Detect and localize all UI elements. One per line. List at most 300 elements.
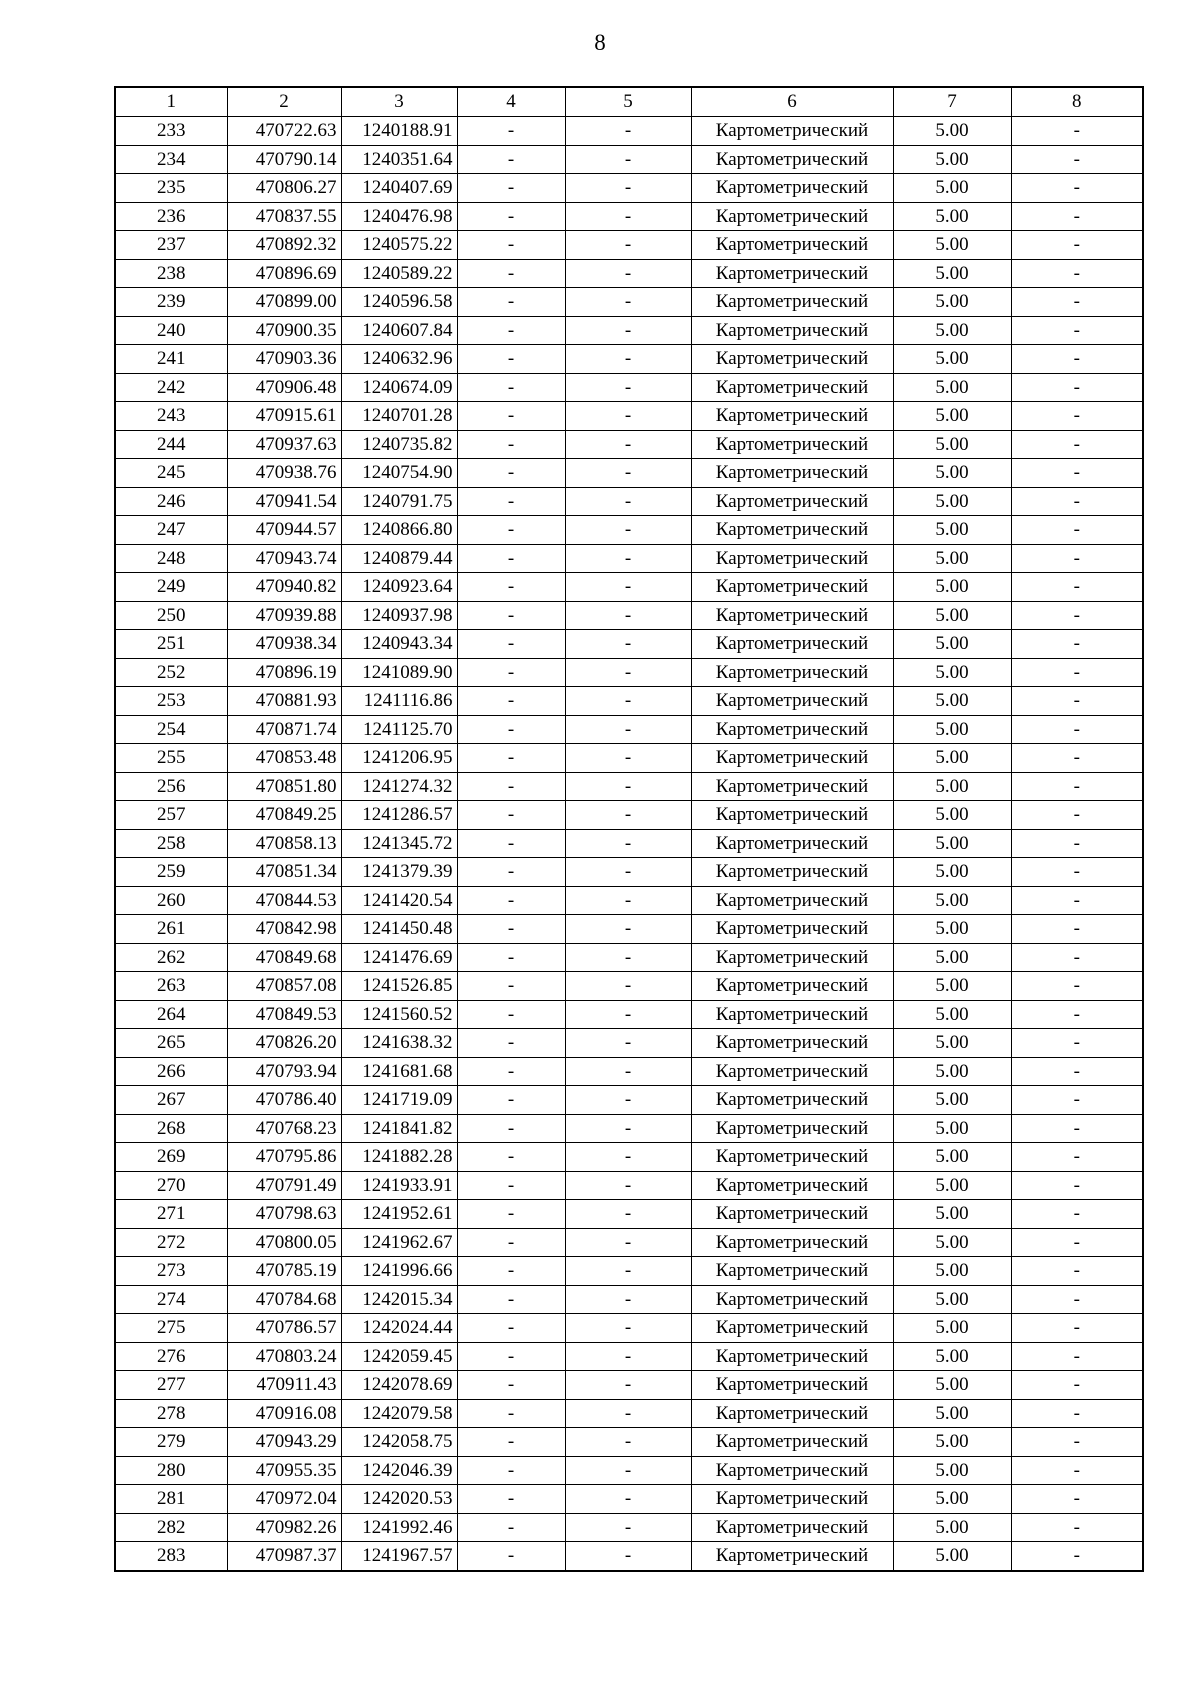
- column-5-cell: -: [565, 1371, 691, 1400]
- y-coordinate-cell: 1240575.22: [341, 231, 457, 260]
- point-number-cell: 282: [115, 1513, 227, 1542]
- precision-cell: 5.00: [893, 487, 1011, 516]
- column-5-cell: -: [565, 630, 691, 659]
- column-4-cell: -: [457, 117, 565, 146]
- x-coordinate-cell: 470798.63: [227, 1200, 341, 1229]
- column-5-cell: -: [565, 1200, 691, 1229]
- y-coordinate-cell: 1240589.22: [341, 259, 457, 288]
- table-row: [115, 687, 1143, 716]
- column-4-cell: -: [457, 1143, 565, 1172]
- precision-cell: 5.00: [893, 1314, 1011, 1343]
- column-4-cell: -: [457, 1200, 565, 1229]
- table-row: [115, 316, 1143, 345]
- column-5-cell: -: [565, 1314, 691, 1343]
- method-cell: Картометрический: [691, 202, 893, 231]
- method-cell: Картометрический: [691, 1029, 893, 1058]
- column-8-cell: -: [1011, 886, 1143, 915]
- y-coordinate-cell: 1241089.90: [341, 658, 457, 687]
- point-number-cell: 258: [115, 829, 227, 858]
- method-cell: Картометрический: [691, 487, 893, 516]
- y-coordinate-cell: 1241450.48: [341, 915, 457, 944]
- table-row: [115, 516, 1143, 545]
- y-coordinate-cell: 1242059.45: [341, 1342, 457, 1371]
- method-cell: Картометрический: [691, 145, 893, 174]
- point-number-cell: 264: [115, 1000, 227, 1029]
- table-row: [115, 544, 1143, 573]
- table-header: [115, 87, 1143, 117]
- precision-cell: 5.00: [893, 1171, 1011, 1200]
- method-cell: Картометрический: [691, 972, 893, 1001]
- point-number-cell: 255: [115, 744, 227, 773]
- x-coordinate-cell: 470722.63: [227, 117, 341, 146]
- method-cell: Картометрический: [691, 1371, 893, 1400]
- column-8-cell: -: [1011, 772, 1143, 801]
- column-4-cell: -: [457, 316, 565, 345]
- precision-cell: 5.00: [893, 202, 1011, 231]
- y-coordinate-cell: 1242058.75: [341, 1428, 457, 1457]
- column-4-cell: -: [457, 1399, 565, 1428]
- point-number-cell: 268: [115, 1114, 227, 1143]
- y-coordinate-cell: 1241420.54: [341, 886, 457, 915]
- table-row: [115, 1029, 1143, 1058]
- table-row: [115, 772, 1143, 801]
- method-cell: Картометрический: [691, 1342, 893, 1371]
- column-4-cell: -: [457, 601, 565, 630]
- column-5-cell: -: [565, 687, 691, 716]
- column-5-cell: -: [565, 1000, 691, 1029]
- method-cell: Картометрический: [691, 1057, 893, 1086]
- column-4-cell: -: [457, 1456, 565, 1485]
- y-coordinate-cell: 1240754.90: [341, 459, 457, 488]
- column-4-cell: -: [457, 516, 565, 545]
- y-coordinate-cell: 1241719.09: [341, 1086, 457, 1115]
- column-5-cell: -: [565, 1485, 691, 1514]
- column-8-cell: -: [1011, 459, 1143, 488]
- point-number-cell: 261: [115, 915, 227, 944]
- y-coordinate-cell: 1240674.09: [341, 373, 457, 402]
- x-coordinate-cell: 470858.13: [227, 829, 341, 858]
- x-coordinate-cell: 470786.40: [227, 1086, 341, 1115]
- y-coordinate-cell: 1241996.66: [341, 1257, 457, 1286]
- point-number-cell: 245: [115, 459, 227, 488]
- column-5-cell: -: [565, 915, 691, 944]
- x-coordinate-cell: 470857.08: [227, 972, 341, 1001]
- method-cell: Картометрический: [691, 715, 893, 744]
- point-number-cell: 275: [115, 1314, 227, 1343]
- column-header: 3: [341, 87, 457, 117]
- column-4-cell: -: [457, 1086, 565, 1115]
- x-coordinate-cell: 470826.20: [227, 1029, 341, 1058]
- method-cell: Картометрический: [691, 259, 893, 288]
- method-cell: Картометрический: [691, 1000, 893, 1029]
- point-number-cell: 254: [115, 715, 227, 744]
- column-5-cell: -: [565, 1513, 691, 1542]
- column-5-cell: -: [565, 373, 691, 402]
- method-cell: Картометрический: [691, 744, 893, 773]
- column-8-cell: -: [1011, 1485, 1143, 1514]
- point-number-cell: 260: [115, 886, 227, 915]
- y-coordinate-cell: 1240351.64: [341, 145, 457, 174]
- column-4-cell: -: [457, 145, 565, 174]
- method-cell: Картометрический: [691, 601, 893, 630]
- table-row: [115, 801, 1143, 830]
- point-number-cell: 251: [115, 630, 227, 659]
- column-5-cell: -: [565, 288, 691, 317]
- y-coordinate-cell: 1240632.96: [341, 345, 457, 374]
- column-5-cell: -: [565, 858, 691, 887]
- point-number-cell: 279: [115, 1428, 227, 1457]
- table-row: [115, 1228, 1143, 1257]
- point-number-cell: 237: [115, 231, 227, 260]
- precision-cell: 5.00: [893, 516, 1011, 545]
- table-row: [115, 459, 1143, 488]
- x-coordinate-cell: 470916.08: [227, 1399, 341, 1428]
- column-8-cell: -: [1011, 544, 1143, 573]
- y-coordinate-cell: 1242078.69: [341, 1371, 457, 1400]
- point-number-cell: 281: [115, 1485, 227, 1514]
- column-5-cell: -: [565, 487, 691, 516]
- column-5-cell: -: [565, 1228, 691, 1257]
- column-4-cell: -: [457, 1171, 565, 1200]
- table-row: [115, 1114, 1143, 1143]
- y-coordinate-cell: 1242020.53: [341, 1485, 457, 1514]
- x-coordinate-cell: 470795.86: [227, 1143, 341, 1172]
- x-coordinate-cell: 470943.29: [227, 1428, 341, 1457]
- precision-cell: 5.00: [893, 174, 1011, 203]
- method-cell: Картометрический: [691, 1542, 893, 1571]
- column-8-cell: -: [1011, 345, 1143, 374]
- table-row: [115, 345, 1143, 374]
- table-row: [115, 373, 1143, 402]
- column-4-cell: -: [457, 573, 565, 602]
- column-4-cell: -: [457, 402, 565, 431]
- y-coordinate-cell: 1241379.39: [341, 858, 457, 887]
- column-5-cell: -: [565, 316, 691, 345]
- precision-cell: 5.00: [893, 573, 1011, 602]
- column-5-cell: -: [565, 430, 691, 459]
- column-8-cell: -: [1011, 1086, 1143, 1115]
- point-number-cell: 273: [115, 1257, 227, 1286]
- column-8-cell: -: [1011, 858, 1143, 887]
- method-cell: Картометрический: [691, 288, 893, 317]
- column-5-cell: -: [565, 402, 691, 431]
- table-row: [115, 430, 1143, 459]
- precision-cell: 5.00: [893, 1257, 1011, 1286]
- point-number-cell: 269: [115, 1143, 227, 1172]
- column-5-cell: -: [565, 1029, 691, 1058]
- column-8-cell: -: [1011, 1057, 1143, 1086]
- method-cell: Картометрический: [691, 373, 893, 402]
- column-5-cell: -: [565, 1428, 691, 1457]
- column-4-cell: -: [457, 1485, 565, 1514]
- x-coordinate-cell: 470939.88: [227, 601, 341, 630]
- column-8-cell: -: [1011, 1399, 1143, 1428]
- x-coordinate-cell: 470791.49: [227, 1171, 341, 1200]
- column-5-cell: -: [565, 259, 691, 288]
- x-coordinate-cell: 470906.48: [227, 373, 341, 402]
- x-coordinate-cell: 470793.94: [227, 1057, 341, 1086]
- precision-cell: 5.00: [893, 1029, 1011, 1058]
- column-8-cell: -: [1011, 1257, 1143, 1286]
- method-cell: Картометрический: [691, 402, 893, 431]
- method-cell: Картометрический: [691, 858, 893, 887]
- table-row: [115, 174, 1143, 203]
- column-8-cell: -: [1011, 402, 1143, 431]
- y-coordinate-cell: 1240937.98: [341, 601, 457, 630]
- precision-cell: 5.00: [893, 117, 1011, 146]
- table-row: [115, 1000, 1143, 1029]
- y-coordinate-cell: 1242079.58: [341, 1399, 457, 1428]
- x-coordinate-cell: 470881.93: [227, 687, 341, 716]
- column-4-cell: -: [457, 487, 565, 516]
- point-number-cell: 263: [115, 972, 227, 1001]
- method-cell: Картометрический: [691, 516, 893, 545]
- table-row: [115, 972, 1143, 1001]
- column-8-cell: -: [1011, 658, 1143, 687]
- point-number-cell: 266: [115, 1057, 227, 1086]
- point-number-cell: 280: [115, 1456, 227, 1485]
- column-5-cell: -: [565, 1456, 691, 1485]
- table-row: [115, 1285, 1143, 1314]
- point-number-cell: 243: [115, 402, 227, 431]
- column-8-cell: -: [1011, 1371, 1143, 1400]
- y-coordinate-cell: 1240607.84: [341, 316, 457, 345]
- column-5-cell: -: [565, 801, 691, 830]
- x-coordinate-cell: 470871.74: [227, 715, 341, 744]
- column-5-cell: -: [565, 943, 691, 972]
- table-row: [115, 943, 1143, 972]
- table-row: [115, 1399, 1143, 1428]
- column-8-cell: -: [1011, 1428, 1143, 1457]
- precision-cell: 5.00: [893, 402, 1011, 431]
- column-8-cell: -: [1011, 1143, 1143, 1172]
- column-4-cell: -: [457, 744, 565, 773]
- x-coordinate-cell: 470955.35: [227, 1456, 341, 1485]
- precision-cell: 5.00: [893, 943, 1011, 972]
- header-row: [115, 87, 1143, 117]
- column-4-cell: -: [457, 1029, 565, 1058]
- column-5-cell: -: [565, 715, 691, 744]
- column-5-cell: -: [565, 573, 691, 602]
- y-coordinate-cell: 1241286.57: [341, 801, 457, 830]
- precision-cell: 5.00: [893, 1542, 1011, 1571]
- column-4-cell: -: [457, 829, 565, 858]
- y-coordinate-cell: 1240879.44: [341, 544, 457, 573]
- precision-cell: 5.00: [893, 1456, 1011, 1485]
- table-row: [115, 1086, 1143, 1115]
- column-header: 2: [227, 87, 341, 117]
- column-8-cell: -: [1011, 516, 1143, 545]
- column-5-cell: -: [565, 1285, 691, 1314]
- point-number-cell: 242: [115, 373, 227, 402]
- y-coordinate-cell: 1241933.91: [341, 1171, 457, 1200]
- point-number-cell: 252: [115, 658, 227, 687]
- column-header: 5: [565, 87, 691, 117]
- precision-cell: 5.00: [893, 1114, 1011, 1143]
- table-row: [115, 630, 1143, 659]
- method-cell: Картометрический: [691, 1399, 893, 1428]
- column-8-cell: -: [1011, 145, 1143, 174]
- y-coordinate-cell: 1240791.75: [341, 487, 457, 516]
- table-row: [115, 231, 1143, 260]
- column-8-cell: -: [1011, 687, 1143, 716]
- method-cell: Картометрический: [691, 316, 893, 345]
- method-cell: Картометрический: [691, 1086, 893, 1115]
- column-4-cell: -: [457, 772, 565, 801]
- precision-cell: 5.00: [893, 1428, 1011, 1457]
- x-coordinate-cell: 470851.34: [227, 858, 341, 887]
- column-header: 6: [691, 87, 893, 117]
- table-row: [115, 487, 1143, 516]
- precision-cell: 5.00: [893, 1200, 1011, 1229]
- column-8-cell: -: [1011, 259, 1143, 288]
- column-4-cell: -: [457, 1057, 565, 1086]
- point-number-cell: 267: [115, 1086, 227, 1115]
- precision-cell: 5.00: [893, 544, 1011, 573]
- column-4-cell: -: [457, 231, 565, 260]
- y-coordinate-cell: 1240866.80: [341, 516, 457, 545]
- precision-cell: 5.00: [893, 658, 1011, 687]
- column-8-cell: -: [1011, 117, 1143, 146]
- column-4-cell: -: [457, 801, 565, 830]
- y-coordinate-cell: 1241206.95: [341, 744, 457, 773]
- precision-cell: 5.00: [893, 259, 1011, 288]
- x-coordinate-cell: 470943.74: [227, 544, 341, 573]
- column-4-cell: -: [457, 1371, 565, 1400]
- column-5-cell: -: [565, 117, 691, 146]
- column-8-cell: -: [1011, 943, 1143, 972]
- method-cell: Картометрический: [691, 658, 893, 687]
- y-coordinate-cell: 1241345.72: [341, 829, 457, 858]
- column-5-cell: -: [565, 1257, 691, 1286]
- y-coordinate-cell: 1240923.64: [341, 573, 457, 602]
- precision-cell: 5.00: [893, 915, 1011, 944]
- point-number-cell: 256: [115, 772, 227, 801]
- y-coordinate-cell: 1241125.70: [341, 715, 457, 744]
- x-coordinate-cell: 470940.82: [227, 573, 341, 602]
- column-5-cell: -: [565, 345, 691, 374]
- column-8-cell: -: [1011, 715, 1143, 744]
- column-4-cell: -: [457, 1114, 565, 1143]
- column-5-cell: -: [565, 658, 691, 687]
- column-8-cell: -: [1011, 174, 1143, 203]
- x-coordinate-cell: 470903.36: [227, 345, 341, 374]
- point-number-cell: 257: [115, 801, 227, 830]
- column-header: 8: [1011, 87, 1143, 117]
- point-number-cell: 234: [115, 145, 227, 174]
- precision-cell: 5.00: [893, 1086, 1011, 1115]
- x-coordinate-cell: 470899.00: [227, 288, 341, 317]
- point-number-cell: 244: [115, 430, 227, 459]
- table-row: [115, 1371, 1143, 1400]
- x-coordinate-cell: 470915.61: [227, 402, 341, 431]
- x-coordinate-cell: 470785.19: [227, 1257, 341, 1286]
- column-8-cell: -: [1011, 1513, 1143, 1542]
- method-cell: Картометрический: [691, 544, 893, 573]
- column-8-cell: -: [1011, 1285, 1143, 1314]
- column-8-cell: -: [1011, 1114, 1143, 1143]
- method-cell: Картометрический: [691, 1200, 893, 1229]
- table-row: [115, 202, 1143, 231]
- column-8-cell: -: [1011, 1342, 1143, 1371]
- column-5-cell: -: [565, 1342, 691, 1371]
- table-row: [115, 1342, 1143, 1371]
- table-row: [115, 601, 1143, 630]
- column-4-cell: -: [457, 886, 565, 915]
- point-number-cell: 238: [115, 259, 227, 288]
- table-row: [115, 658, 1143, 687]
- column-4-cell: -: [457, 373, 565, 402]
- table-row: [115, 744, 1143, 773]
- precision-cell: 5.00: [893, 1285, 1011, 1314]
- y-coordinate-cell: 1241274.32: [341, 772, 457, 801]
- table-row: [115, 573, 1143, 602]
- x-coordinate-cell: 470972.04: [227, 1485, 341, 1514]
- point-number-cell: 250: [115, 601, 227, 630]
- point-number-cell: 233: [115, 117, 227, 146]
- column-8-cell: -: [1011, 601, 1143, 630]
- method-cell: Картометрический: [691, 886, 893, 915]
- table-row: [115, 1171, 1143, 1200]
- precision-cell: 5.00: [893, 886, 1011, 915]
- x-coordinate-cell: 470790.14: [227, 145, 341, 174]
- point-number-cell: 274: [115, 1285, 227, 1314]
- method-cell: Картометрический: [691, 630, 893, 659]
- method-cell: Картометрический: [691, 829, 893, 858]
- column-8-cell: -: [1011, 1314, 1143, 1343]
- table-row: [115, 288, 1143, 317]
- table-body: [115, 117, 1143, 1571]
- precision-cell: 5.00: [893, 1485, 1011, 1514]
- precision-cell: 5.00: [893, 744, 1011, 773]
- column-4-cell: -: [457, 1342, 565, 1371]
- table-row: [115, 915, 1143, 944]
- method-cell: Картометрический: [691, 1114, 893, 1143]
- column-5-cell: -: [565, 1143, 691, 1172]
- table-row: [115, 886, 1143, 915]
- column-8-cell: -: [1011, 1000, 1143, 1029]
- column-8-cell: -: [1011, 1456, 1143, 1485]
- column-4-cell: -: [457, 544, 565, 573]
- x-coordinate-cell: 470842.98: [227, 915, 341, 944]
- y-coordinate-cell: 1240188.91: [341, 117, 457, 146]
- method-cell: Картометрический: [691, 459, 893, 488]
- column-5-cell: -: [565, 772, 691, 801]
- point-number-cell: 262: [115, 943, 227, 972]
- x-coordinate-cell: 470803.24: [227, 1342, 341, 1371]
- column-8-cell: -: [1011, 829, 1143, 858]
- y-coordinate-cell: 1241116.86: [341, 687, 457, 716]
- table-row: [115, 1314, 1143, 1343]
- x-coordinate-cell: 470849.53: [227, 1000, 341, 1029]
- column-4-cell: -: [457, 459, 565, 488]
- table-row: [115, 1542, 1143, 1571]
- table-row: [115, 145, 1143, 174]
- method-cell: Картометрический: [691, 231, 893, 260]
- y-coordinate-cell: 1242024.44: [341, 1314, 457, 1343]
- column-4-cell: -: [457, 915, 565, 944]
- column-5-cell: -: [565, 1171, 691, 1200]
- column-8-cell: -: [1011, 316, 1143, 345]
- table-row: [115, 1456, 1143, 1485]
- column-8-cell: -: [1011, 1542, 1143, 1571]
- point-number-cell: 247: [115, 516, 227, 545]
- table-row: [115, 1428, 1143, 1457]
- column-5-cell: -: [565, 1399, 691, 1428]
- y-coordinate-cell: 1241952.61: [341, 1200, 457, 1229]
- y-coordinate-cell: 1241681.68: [341, 1057, 457, 1086]
- column-8-cell: -: [1011, 972, 1143, 1001]
